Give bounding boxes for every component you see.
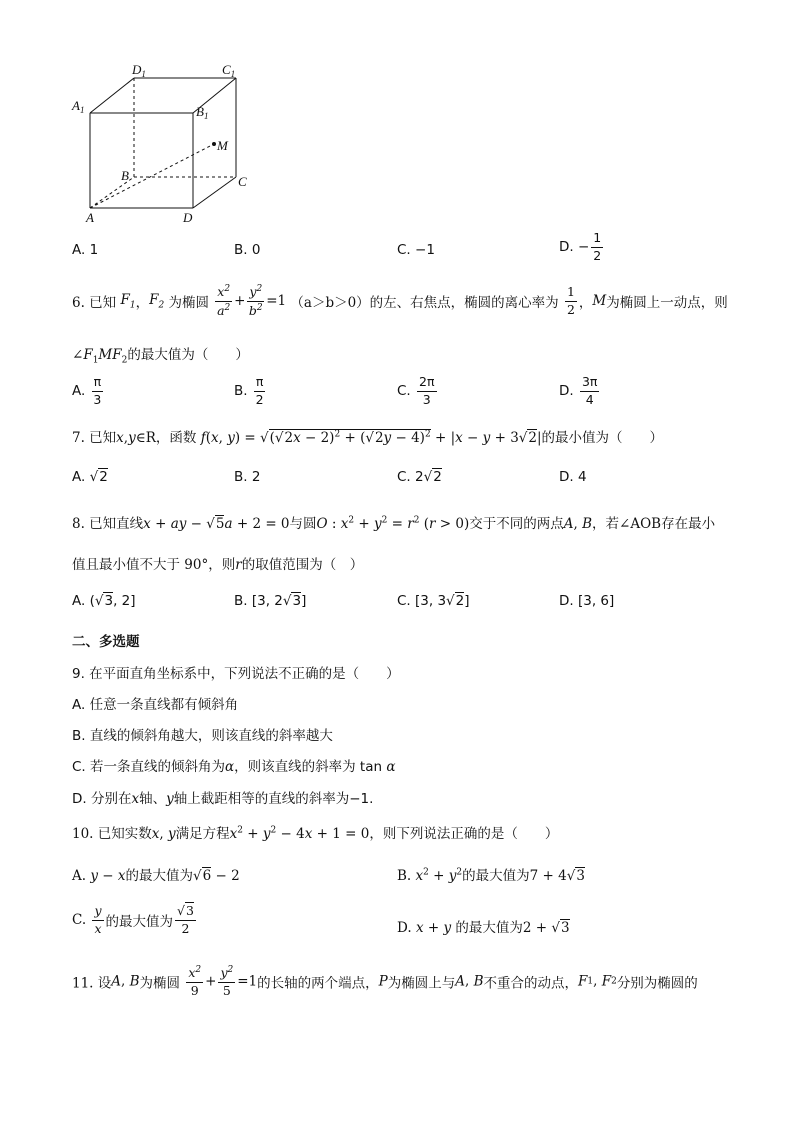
label-m: M <box>217 138 228 153</box>
q9-stem: 9. 在平面直角坐标系中，下列说法不正确的是（ ） <box>72 666 400 682</box>
section-heading: 二、多选题 <box>72 634 140 650</box>
q10-option-b: B. $x^2 + y^2$的最大值为7 + 4√3 <box>397 867 585 884</box>
q6-option-b: B. $\frac{\pi}{2}$ <box>234 374 264 407</box>
q11-stem: 11. 设A, B为椭圆 $\frac{x^2}{9}$ + $\frac{y^2}{5}$ =1的长轴的两个端点，P为椭圆上与A, B不重合的动点，F1, F2分别为椭圆的 <box>72 965 698 998</box>
q9-option-d: D. 分别在x轴、y轴上截距相等的直线的斜率为−1. <box>72 791 374 807</box>
q6-line2: $\angle F_1MF_2$的最大值为（ ） <box>72 347 249 366</box>
q9-option-a: A. 任意一条直线都有倾斜角 <box>72 697 239 713</box>
q5-option-a: A. 1 <box>72 242 99 258</box>
q5-option-b: B. 0 <box>234 242 261 258</box>
q8-line2: 值且最小值不大于 90°，则r的取值范围为（ ） <box>72 557 364 573</box>
q7-option-c: C. 2√2 <box>397 469 442 485</box>
q6-option-d: D. $\frac{3\pi}{4}$ <box>559 374 598 407</box>
q10-option-c: C. $\frac{y}{x}$ 的最大值为 $\frac{√3}{2}$ <box>72 903 194 936</box>
label-b: B <box>121 168 129 183</box>
q7-stem: 7. 已知x,y∈R，函数 f(x, $y) = √(√2x - 2)^2 + (√2y - 4)^2 + |x - y + 3√2|$的最小值为（ ） <box>72 429 664 446</box>
q7-option-d: D. 4 <box>559 469 587 485</box>
label-a1: $A_1$ <box>72 98 85 115</box>
q6-stem: 6. 已知 $F_1$，$F_2$ 为椭圆 $\frac{x^2}{a^2}$ + $\frac{y^2}{b^2}$ =1 （a＞b＞0）的左、右焦点，椭圆的离心率为 $\frac{1}{2}$ ，M为椭圆上一动点，则 <box>72 284 728 318</box>
q9-option-b: B. 直线的倾斜角越大，则该直线的斜率越大 <box>72 728 333 744</box>
q9-option-c: C. 若一条直线的倾斜角为α，则该直线的斜率为 tan α <box>72 759 396 775</box>
label-a: A <box>86 210 94 225</box>
label-c: C <box>238 174 247 189</box>
label-d1: $D_1$ <box>132 62 146 79</box>
label-b1: $B_1$ <box>196 104 209 121</box>
q8-option-c: C. [3, 3√2] <box>397 593 470 609</box>
q8-stem: 8. 已知直线x + ay − √5a + 2 = 0与圆O : $x^2 + y^2 = r^2$ (r > 0)交于不同的两点A, B，若∠AOB存在最小 <box>72 515 716 532</box>
q6-option-a: A. $\frac{\pi}{3}$ <box>72 374 102 407</box>
q8-option-b: B. [3, 2√3] <box>234 593 307 609</box>
label-d: D <box>183 210 193 225</box>
q7-option-b: B. 2 <box>234 469 261 485</box>
label-c1: $C_1$ <box>222 62 236 79</box>
q10-option-a: A. y − x的最大值为√6 − 2 <box>72 868 240 884</box>
q7-option-a: A. √2 <box>72 469 108 485</box>
q5-option-d: D. − $\frac{1}{2}$ <box>559 230 602 263</box>
q5-option-c: C. −1 <box>397 242 435 258</box>
q6-option-c: C. $\frac{2\pi}{3}$ <box>397 374 435 407</box>
cube-figure <box>70 60 260 230</box>
q10-option-d: D. x + y 的最大值为2 + √3 <box>397 920 570 936</box>
q8-option-d: D. [3, 6] <box>559 593 615 609</box>
q10-stem: 10. 已知实数x, y满足方程$x^2 + y^2 - 4x + 1 = 0$，则下列说法正确的是（ ） <box>72 825 559 842</box>
q8-option-a: A. (√3, 2] <box>72 593 136 609</box>
